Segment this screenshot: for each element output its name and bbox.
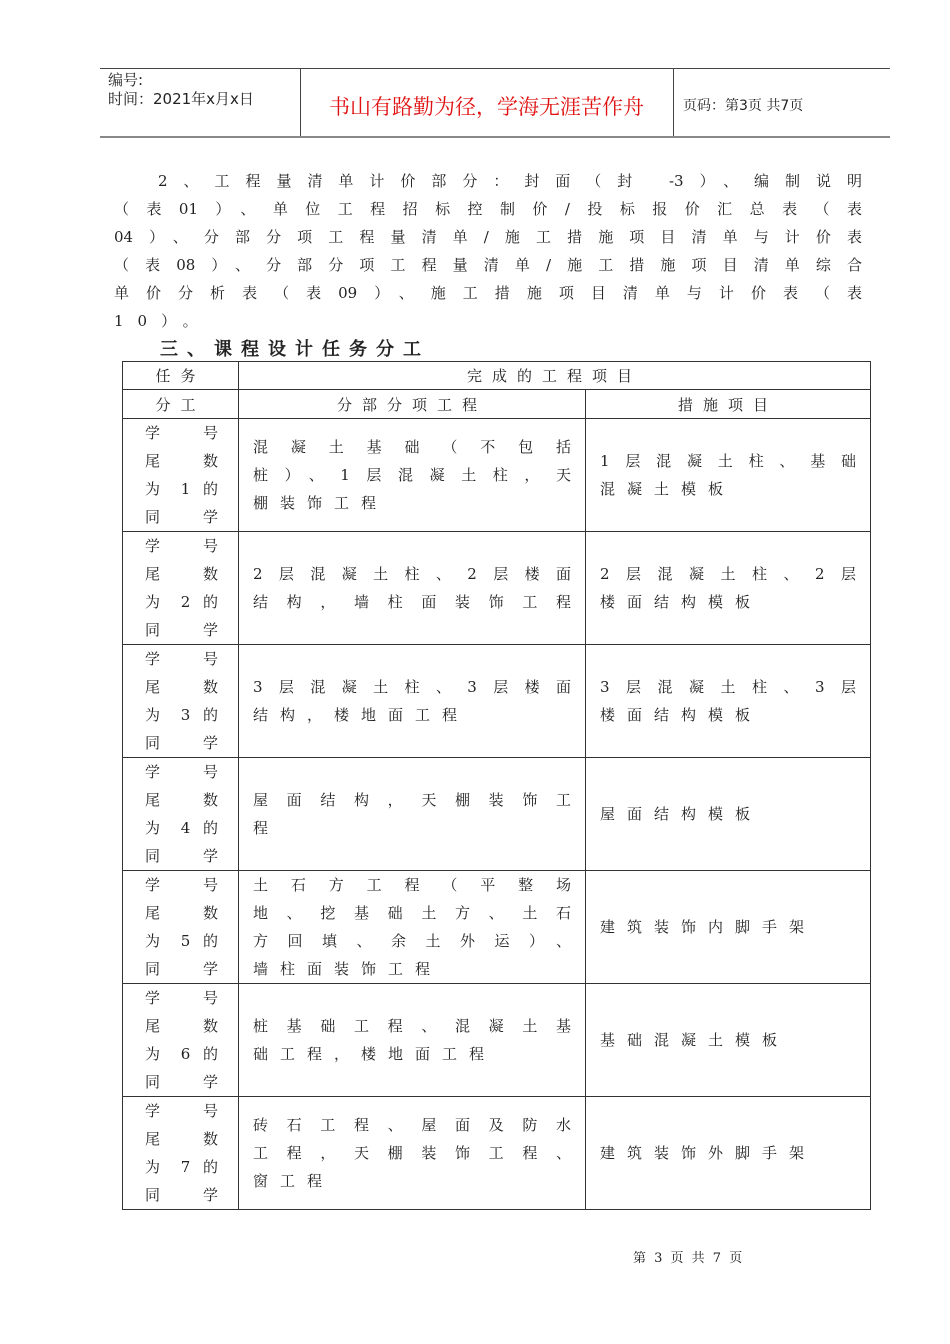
cell-line: 为 5 的 — [145, 932, 218, 950]
section-title: 三、课程设计任务分工 — [160, 339, 430, 360]
cell-line: 桩）、1层混凝土柱，天 — [253, 466, 571, 484]
cell-line: 尾 数 — [145, 904, 218, 922]
header-sub: 分部分项工程 — [239, 390, 586, 419]
cell-line: 学 号 — [145, 989, 218, 1007]
paragraph-line: 10）。 — [114, 312, 212, 330]
cell-line: 同学 — [145, 621, 218, 639]
cell-line: 为 1 的 — [145, 480, 218, 498]
cell-line: 楼面结构模板 — [600, 593, 763, 611]
cell-line: 屋面结构模板 — [600, 805, 763, 823]
cell-line: 建筑装饰外脚手架 — [600, 1144, 817, 1162]
subitem-cell — [239, 1097, 586, 1210]
cell-line: 为 4 的 — [145, 819, 218, 837]
cell-line: 土石方工程（平整场 — [253, 876, 571, 894]
assignee-cell — [123, 532, 239, 645]
cell-line: 桩基础工程、混凝土基 — [253, 1017, 571, 1035]
cell-line: 3层混凝土柱、3层 — [600, 678, 856, 696]
cell-line: 尾 数 — [145, 452, 218, 470]
cell-line: 学 号 — [145, 1102, 218, 1120]
cell-line: 学 号 — [145, 763, 218, 781]
cell-line: 为 2 的 — [145, 593, 218, 611]
table-row — [123, 532, 871, 645]
cell-line: 方回填、余土外运）、 — [253, 932, 571, 950]
cell-line: 同学 — [145, 734, 218, 752]
paragraph-line: （表01）、单位工程招标控制价/投标报价汇总表（表 — [114, 200, 862, 218]
cell-line: 尾 数 — [145, 1017, 218, 1035]
task-table — [122, 361, 871, 1210]
measure-cell — [586, 419, 871, 532]
subitem-cell — [239, 419, 586, 532]
table-row — [123, 419, 871, 532]
cell-line: 为 7 的 — [145, 1158, 218, 1176]
paragraph-line: 单价分析表（表09）、施工措施项目清单与计价表（表 — [114, 284, 862, 302]
cell-line: 结构，墙柱面装饰工程 — [253, 593, 571, 611]
cell-line: 混凝土基础（不包括 — [253, 438, 571, 456]
cell-line: 同学 — [145, 847, 218, 865]
header-page-info: 页码：第3页 共7页 — [683, 98, 804, 114]
cell-line: 尾 数 — [145, 1130, 218, 1148]
measure-cell — [586, 645, 871, 758]
cell-line: 为 6 的 — [145, 1045, 218, 1063]
header-measure: 措施项目 — [586, 390, 871, 419]
cell-line: 同学 — [145, 508, 218, 526]
cell-line: 为 3 的 — [145, 706, 218, 724]
paragraph-line: （表08）、分部分项工程量清单/施工措施项目清单综合 — [114, 256, 862, 274]
cell-line: 1层混凝土柱、基础 — [600, 452, 856, 470]
cell-line: 3层混凝土柱、3层楼面 — [253, 678, 571, 696]
paragraph-line: 04）、分部分项工程量清单/施工措施项目清单与计价表 — [114, 228, 862, 246]
cell-line: 学 号 — [145, 876, 218, 894]
cell-line: 尾 数 — [145, 565, 218, 583]
table-row — [123, 645, 871, 758]
table-row — [123, 1097, 871, 1210]
time-label: 时间：2021年x月x日 — [108, 90, 254, 108]
number-label: 编号: — [108, 71, 144, 89]
subitem-cell — [239, 532, 586, 645]
measure-cell — [586, 758, 871, 871]
subitem-cell — [239, 871, 586, 984]
assignee-cell — [123, 419, 239, 532]
cell-line: 尾 数 — [145, 791, 218, 809]
assignee-cell — [123, 1097, 239, 1210]
cell-line: 2层混凝土柱、2层 — [600, 565, 856, 583]
cell-line: 楼面结构模板 — [600, 706, 763, 724]
cell-line: 学 号 — [145, 537, 218, 555]
paragraph-line: 2、工程量清单计价部分：封面（封 -3）、编制说明 — [158, 172, 862, 190]
cell-line: 混凝土模板 — [600, 480, 736, 498]
cell-line: 学 号 — [145, 650, 218, 668]
assignee-cell — [123, 984, 239, 1097]
cell-line: 窗工程 — [253, 1172, 335, 1190]
cell-line: 程 — [253, 819, 281, 837]
subitem-cell — [239, 645, 586, 758]
assignee-cell — [123, 871, 239, 984]
assignee-cell — [123, 758, 239, 871]
table-row — [123, 871, 871, 984]
header-meta — [108, 71, 254, 109]
header-done: 完成的工程项目 — [239, 362, 871, 390]
cell-line: 砖石工程、屋面及防水 — [253, 1116, 571, 1134]
measure-cell — [586, 532, 871, 645]
header-motto: 书山有路勤为径，学海无涯苦作舟 — [329, 95, 644, 119]
divider — [673, 69, 674, 136]
cell-line: 同学 — [145, 960, 218, 978]
header-task-2: 分工 — [123, 390, 239, 419]
cell-line: 尾 数 — [145, 678, 218, 696]
cell-line: 结构，楼地面工程 — [253, 706, 470, 724]
cell-line: 屋面结构，天棚装饰工 — [253, 791, 571, 809]
cell-line: 同学 — [145, 1073, 218, 1091]
measure-cell — [586, 871, 871, 984]
cell-line: 学 号 — [145, 424, 218, 442]
page-footer: 第 3 页 共 7 页 — [633, 1251, 745, 1266]
assignee-cell — [123, 645, 239, 758]
measure-cell — [586, 984, 871, 1097]
cell-line: 墙柱面装饰工程 — [253, 960, 443, 978]
cell-line: 地、挖基础土方、土石 — [253, 904, 571, 922]
page-header — [100, 68, 890, 138]
cell-line: 基础混凝土模板 — [600, 1031, 790, 1049]
cell-line: 同学 — [145, 1186, 218, 1204]
cell-line: 工程，天棚装饰工程、 — [253, 1144, 571, 1162]
cell-line: 2层混凝土柱、2层楼面 — [253, 565, 571, 583]
cell-line: 建筑装饰内脚手架 — [600, 918, 817, 936]
header-task-1: 任务 — [123, 362, 239, 390]
cell-line: 础工程，楼地面工程 — [253, 1045, 497, 1063]
table-row — [123, 984, 871, 1097]
table-row — [123, 758, 871, 871]
cell-line: 棚装饰工程 — [253, 494, 389, 512]
subitem-cell — [239, 758, 586, 871]
measure-cell — [586, 1097, 871, 1210]
subitem-cell — [239, 984, 586, 1097]
